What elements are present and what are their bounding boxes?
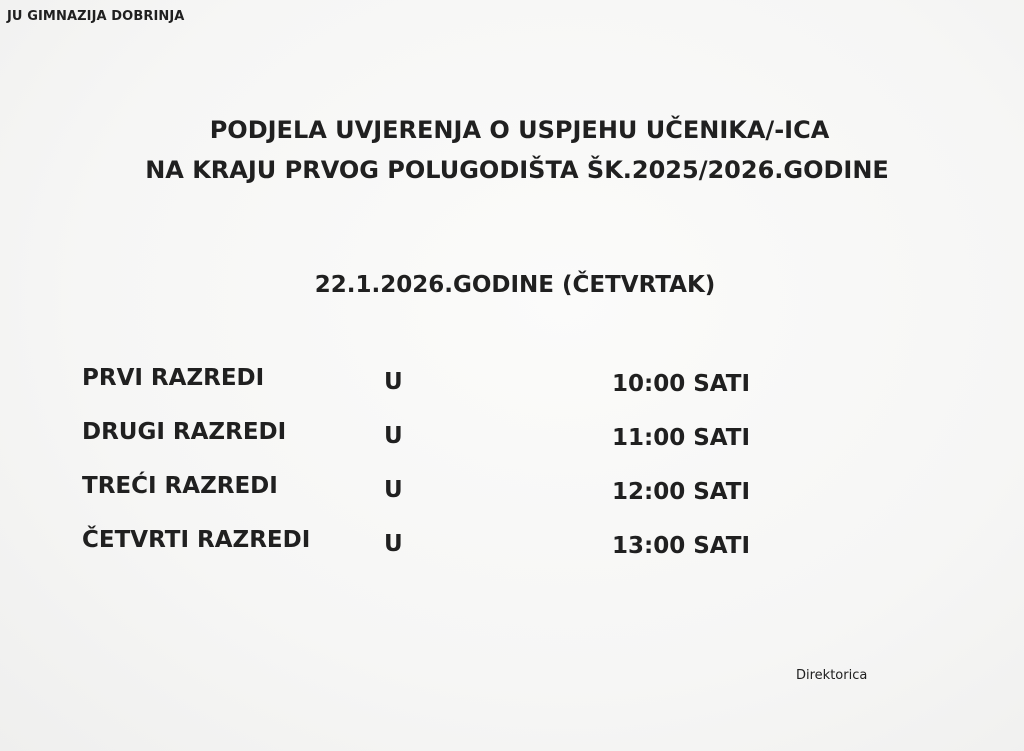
preposition: U	[384, 423, 403, 449]
class-name: PRVI RAZREDI	[82, 365, 265, 391]
document-title	[0, 110, 1024, 190]
schedule-row	[82, 416, 802, 470]
class-name: DRUGI RAZREDI	[82, 419, 287, 445]
preposition: U	[384, 531, 403, 557]
preposition: U	[384, 477, 403, 503]
schedule-row	[82, 362, 802, 416]
time-value: 11:00 SATI	[612, 425, 751, 451]
signature-label: Direktorica	[796, 668, 868, 683]
schedule-table	[82, 362, 802, 578]
time-value: 10:00 SATI	[612, 371, 751, 397]
event-date: 22.1.2026.GODINE (ČETVRTAK)	[314, 272, 716, 298]
title-line-1: PODJELA UVJERENJA O USPJEHU UČENIKA/-ICA	[209, 116, 830, 144]
title-line-2: NA KRAJU PRVOG POLUGODIŠTA ŠK.2025/2026.GODINE	[145, 156, 889, 184]
school-name: JU GIMNAZIJA DOBRINJA	[7, 9, 185, 24]
preposition: U	[384, 369, 403, 395]
class-name: ČETVRTI RAZREDI	[82, 527, 311, 553]
time-value: 12:00 SATI	[612, 479, 751, 505]
schedule-row	[82, 524, 802, 578]
time-value: 13:00 SATI	[612, 533, 751, 559]
class-name: TREĆI RAZREDI	[82, 473, 278, 499]
schedule-row	[82, 470, 802, 524]
